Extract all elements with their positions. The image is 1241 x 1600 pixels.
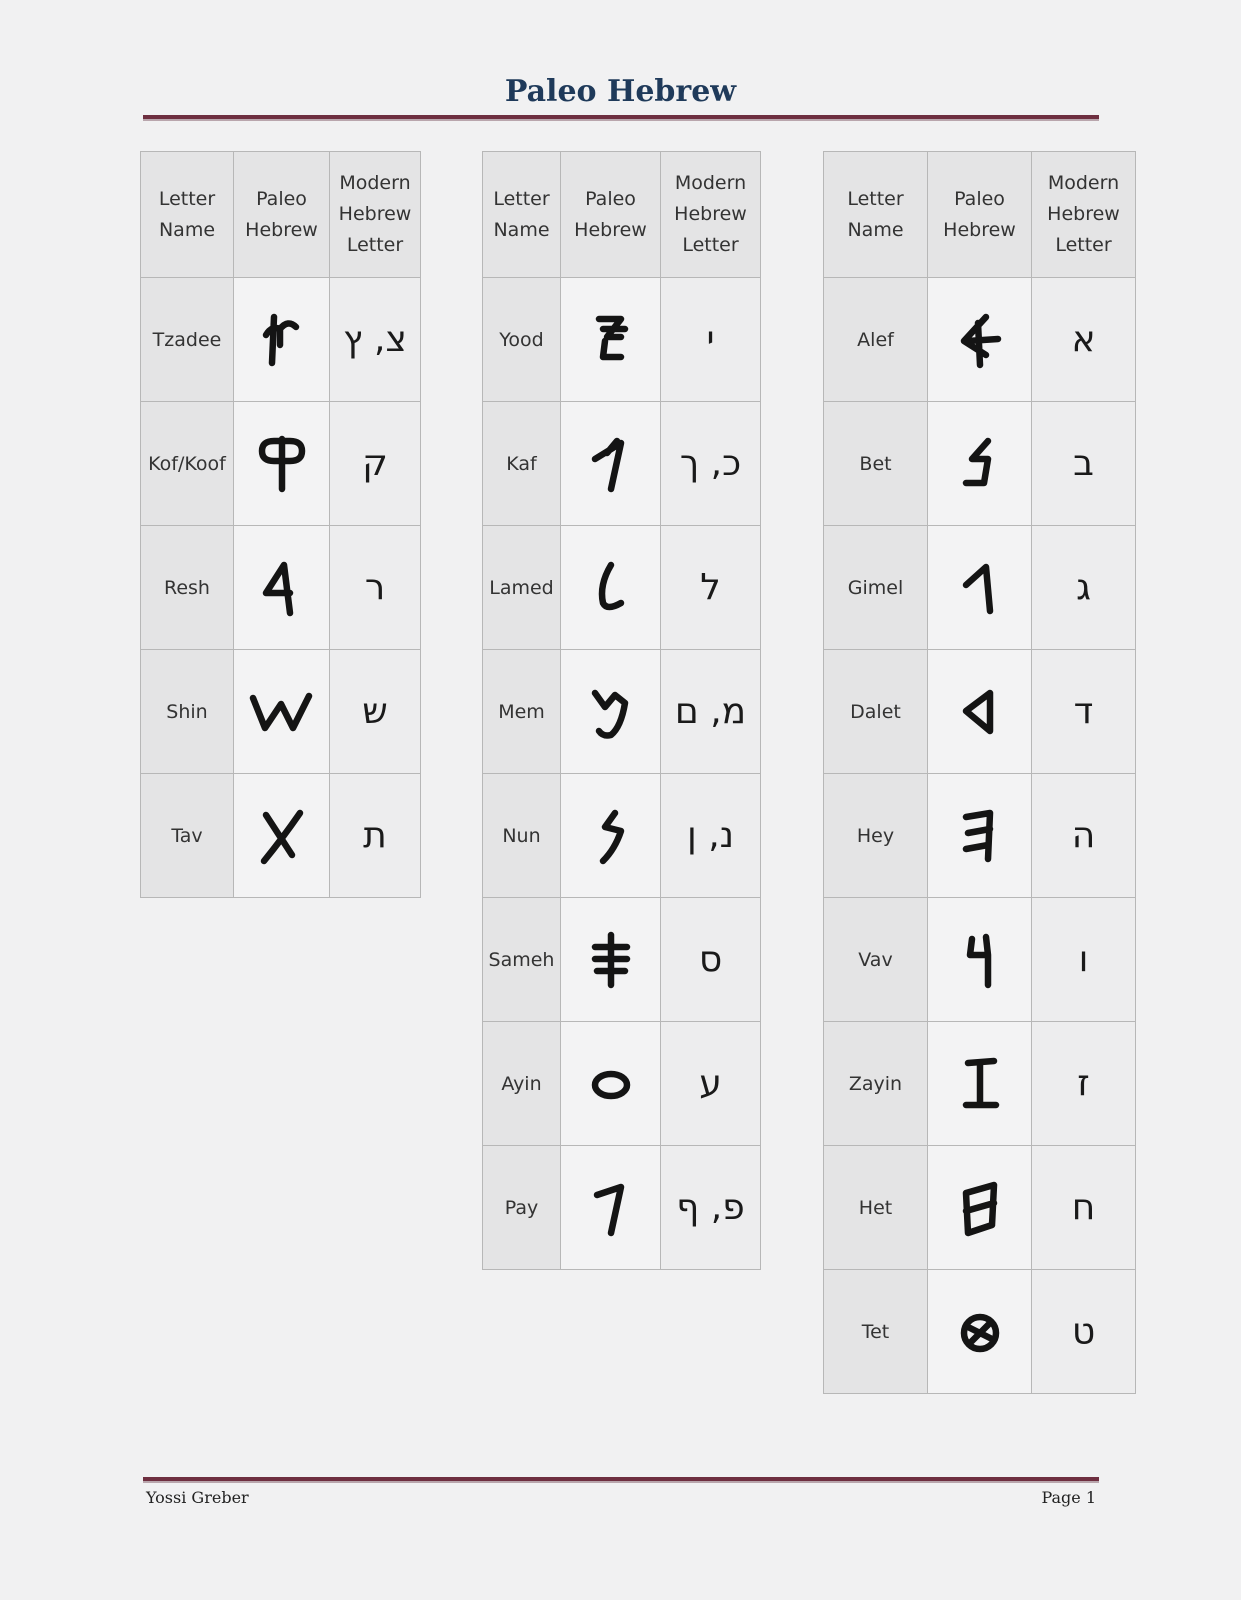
paleo-glyph-cell (928, 1270, 1032, 1394)
letter-name: Kaf (483, 402, 561, 526)
paleo-glyph-cell (561, 1022, 661, 1146)
paleo-glyph-cell (928, 1022, 1032, 1146)
header-modern-hebrew: Modern Hebrew Letter (661, 152, 761, 278)
letter-name: Vav (824, 898, 928, 1022)
letter-name: Het (824, 1146, 928, 1270)
modern-letter: צ, ץ (330, 278, 421, 402)
table-row (824, 1270, 1136, 1394)
footer-rule (143, 1477, 1099, 1483)
resh-glyph (252, 553, 312, 623)
letter-name: Pay (483, 1146, 561, 1270)
letter-name: Yood (483, 278, 561, 402)
table-row (824, 774, 1136, 898)
paleo-glyph-cell (928, 1146, 1032, 1270)
modern-letter: ק (330, 402, 421, 526)
modern-letter: כ, ך (661, 402, 761, 526)
page-title: Paleo Hebrew (504, 74, 737, 109)
paleo-glyph-cell (928, 898, 1032, 1022)
letter-name: Dalet (824, 650, 928, 774)
table-row (483, 1146, 761, 1270)
modern-letter: ל (661, 526, 761, 650)
table-header-row (824, 152, 1136, 278)
table-row (141, 402, 421, 526)
table-row (141, 774, 421, 898)
modern-letter: ש (330, 650, 421, 774)
modern-letter: ג (1032, 526, 1136, 650)
modern-letter: ס (661, 898, 761, 1022)
modern-letter: פ, ף (661, 1146, 761, 1270)
ayin-glyph (581, 1049, 641, 1119)
table-header-row (483, 152, 761, 278)
tav-glyph (252, 801, 312, 871)
header-paleo-hebrew: Paleo Hebrew (234, 152, 330, 278)
table-row (483, 526, 761, 650)
het-glyph (950, 1173, 1010, 1243)
yood-glyph (581, 305, 641, 375)
table-row (824, 650, 1136, 774)
table-row (483, 898, 761, 1022)
letter-name: Lamed (483, 526, 561, 650)
lamed-glyph (581, 553, 641, 623)
paleo-glyph-cell (928, 774, 1032, 898)
modern-letter: נ, ן (661, 774, 761, 898)
letter-name: Tzadee (141, 278, 234, 402)
letters-table-middle (482, 151, 761, 1270)
table-row (141, 526, 421, 650)
paleo-glyph-cell (928, 278, 1032, 402)
letter-name: Mem (483, 650, 561, 774)
paleo-glyph-cell (234, 650, 330, 774)
table-header-row (141, 152, 421, 278)
gimel-glyph (950, 553, 1010, 623)
modern-letter: ז (1032, 1022, 1136, 1146)
table-row (824, 402, 1136, 526)
mem-glyph (581, 677, 641, 747)
modern-letter: ר (330, 526, 421, 650)
nun-glyph (581, 801, 641, 871)
vav-glyph (950, 925, 1010, 995)
modern-letter: י (661, 278, 761, 402)
letter-name: Bet (824, 402, 928, 526)
letter-name: Tet (824, 1270, 928, 1394)
paleo-glyph-cell (234, 278, 330, 402)
letters-table-right (823, 151, 1136, 1394)
letter-name: Kof/Koof (141, 402, 234, 526)
table-row (141, 650, 421, 774)
paleo-glyph-cell (561, 774, 661, 898)
letter-name: Tav (141, 774, 234, 898)
letter-name: Alef (824, 278, 928, 402)
modern-letter: ה (1032, 774, 1136, 898)
table-row (141, 278, 421, 402)
letters-table-left (140, 151, 421, 898)
paleo-glyph-cell (234, 402, 330, 526)
paleo-glyph-cell (234, 526, 330, 650)
header-rule (143, 115, 1099, 121)
modern-letter: א (1032, 278, 1136, 402)
table-row (824, 526, 1136, 650)
shin-glyph (247, 682, 317, 742)
kaf-glyph (581, 429, 641, 499)
header-letter-name: Letter Name (824, 152, 928, 278)
alef-glyph (950, 305, 1010, 375)
modern-letter: מ, ם (661, 650, 761, 774)
table-row (483, 650, 761, 774)
paleo-glyph-cell (561, 526, 661, 650)
paleo-glyph-cell (928, 402, 1032, 526)
tzadee-glyph (252, 305, 312, 375)
table-row (483, 774, 761, 898)
table-row (483, 1022, 761, 1146)
letter-name: Hey (824, 774, 928, 898)
paleo-glyph-cell (561, 650, 661, 774)
paleo-glyph-cell (928, 526, 1032, 650)
letter-name: Zayin (824, 1022, 928, 1146)
letter-name: Nun (483, 774, 561, 898)
table-row (483, 402, 761, 526)
header-letter-name: Letter Name (483, 152, 561, 278)
letter-name: Ayin (483, 1022, 561, 1146)
modern-letter: ח (1032, 1146, 1136, 1270)
footer-page-number: Page 1 (1041, 1488, 1096, 1507)
paleo-glyph-cell (234, 774, 330, 898)
paleo-glyph-cell (561, 1146, 661, 1270)
pay-glyph (581, 1173, 641, 1243)
table-row (824, 1022, 1136, 1146)
table-row (824, 1146, 1136, 1270)
modern-letter: ב (1032, 402, 1136, 526)
paleo-glyph-cell (928, 650, 1032, 774)
letter-name: Resh (141, 526, 234, 650)
kof-glyph (252, 429, 312, 499)
header-letter-name: Letter Name (141, 152, 234, 278)
letter-name: Sameh (483, 898, 561, 1022)
paleo-glyph-cell (561, 278, 661, 402)
table-row (824, 278, 1136, 402)
sameh-glyph (581, 925, 641, 995)
table-row (483, 278, 761, 402)
header-paleo-hebrew: Paleo Hebrew (561, 152, 661, 278)
table-row (824, 898, 1136, 1022)
dalet-glyph (950, 677, 1010, 747)
hey-glyph (950, 801, 1010, 871)
header-paleo-hebrew: Paleo Hebrew (928, 152, 1032, 278)
tet-glyph (950, 1297, 1010, 1367)
zayin-glyph (950, 1049, 1010, 1119)
header-modern-hebrew: Modern Hebrew Letter (1032, 152, 1136, 278)
modern-letter: ת (330, 774, 421, 898)
footer-author: Yossi Greber (146, 1488, 249, 1507)
header-modern-hebrew: Modern Hebrew Letter (330, 152, 421, 278)
bet-glyph (950, 429, 1010, 499)
modern-letter: ט (1032, 1270, 1136, 1394)
letter-name: Shin (141, 650, 234, 774)
modern-letter: ע (661, 1022, 761, 1146)
modern-letter: ו (1032, 898, 1136, 1022)
modern-letter: ד (1032, 650, 1136, 774)
paleo-glyph-cell (561, 898, 661, 1022)
paleo-glyph-cell (561, 402, 661, 526)
letter-name: Gimel (824, 526, 928, 650)
